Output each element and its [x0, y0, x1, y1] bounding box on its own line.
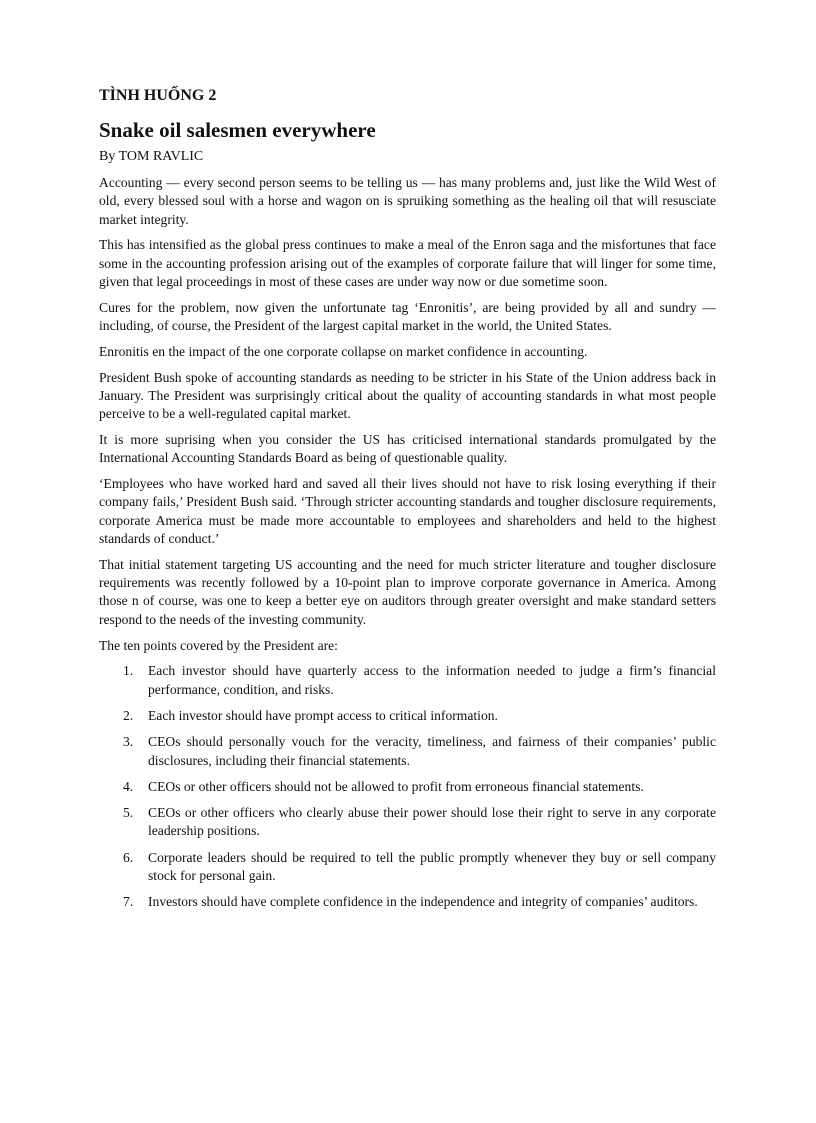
- list-item: [99, 707, 716, 725]
- paragraph: Enronitis en the impact of the one corporate collapse on market confidence in accounting.: [99, 343, 588, 359]
- list-number: 6.: [123, 849, 134, 865]
- paragraph: That initial statement targeting US accounting and the need for much stricter literature and tougher disclosure requirements was recently followed by a 10-point plan to improve corporate governance in America. Among those n of course, was one to keep a better eye on auditors through greater oversight and make standard setters respond to the needs of the investing community.: [99, 556, 716, 627]
- list-number: 2.: [123, 707, 134, 723]
- document-page: [99, 86, 716, 920]
- list-item-text: CEOs or other officers should not be allowed to profit from erroneous financial statements.: [148, 778, 644, 794]
- list-number: 3.: [123, 734, 134, 750]
- paragraph: Cures for the problem, now given the unfortunate tag ‘Enronitis’, are being provided by all and sundry — including, of course, the President of the largest capital market in the world, the United States.: [99, 299, 716, 334]
- list-item: [99, 662, 716, 699]
- list-item-text: CEOs should personally vouch for the veracity, timeliness, and fairness of their companies’ public disclosures, including their financial statements.: [148, 734, 716, 768]
- list-number: 1.: [123, 663, 134, 679]
- paragraph: It is more suprising when you consider the US has criticised international standards promulgated by the International Accounting Standards Board as being of questionable quality.: [99, 432, 716, 466]
- paragraph: Accounting — every second person seems to be telling us — has many problems and, just like the Wild West of old, every blessed soul with a horse and wagon on is spruiking something as the healing oil that will resusciate market integrity.: [99, 175, 716, 227]
- article-title: Snake oil salesmen everywhere: [99, 118, 376, 142]
- list-item: [99, 733, 716, 770]
- list-number: 5.: [123, 805, 134, 821]
- paragraph: This has intensified as the global press continues to make a meal of the Enron saga and the misfortunes that face some in the accounting profession arising out of the examples of corporate failure that will linger for some time, given that legal proceedings in most of these cases are under way now or due sometime soon.: [99, 237, 716, 289]
- case-heading: TÌNH HUỐNG 2: [99, 87, 217, 104]
- list-item-text: Each investor should have prompt access to critical information.: [148, 707, 498, 723]
- paragraph: President Bush spoke of accounting standards as needing to be stricter in his State of the Union address back in January. The President was surprisingly critical about the quality of accounting standards in what most people perceive to be a well-regulated capital market.: [99, 369, 716, 422]
- list-item: [99, 778, 716, 796]
- paragraph: ‘Employees who have worked hard and saved all their lives should not have to risk losing everything if their company fails,’ President Bush said. ‘Through stricter accounting standards and tougher disclosure requirements, corporate America must be made more accountable to employees and shareholders and held to the highest standards of conduct.’: [99, 476, 716, 547]
- article-byline: By TOM RAVLIC: [99, 149, 204, 164]
- list-number: 4.: [123, 778, 134, 794]
- list-number: 7.: [123, 894, 134, 910]
- ten-points-list: [99, 662, 716, 911]
- list-item: [99, 849, 716, 886]
- list-item-text: Each investor should have quarterly access to the information needed to judge a firm’s financial performance, condition, and risks.: [148, 663, 716, 697]
- list-item: [99, 804, 716, 841]
- list-item-text: Investors should have complete confidence in the independence and integrity of companies’ auditors.: [148, 894, 698, 910]
- list-item-text: CEOs or other officers who clearly abuse their power should lose their right to serve in any corporate leadership positions.: [148, 805, 716, 839]
- list-item: [99, 893, 716, 911]
- list-item-text: Corporate leaders should be required to tell the public promptly whenever they buy or sell company stock for personal gain.: [148, 849, 716, 883]
- list-intro: The ten points covered by the President are:: [99, 637, 338, 653]
